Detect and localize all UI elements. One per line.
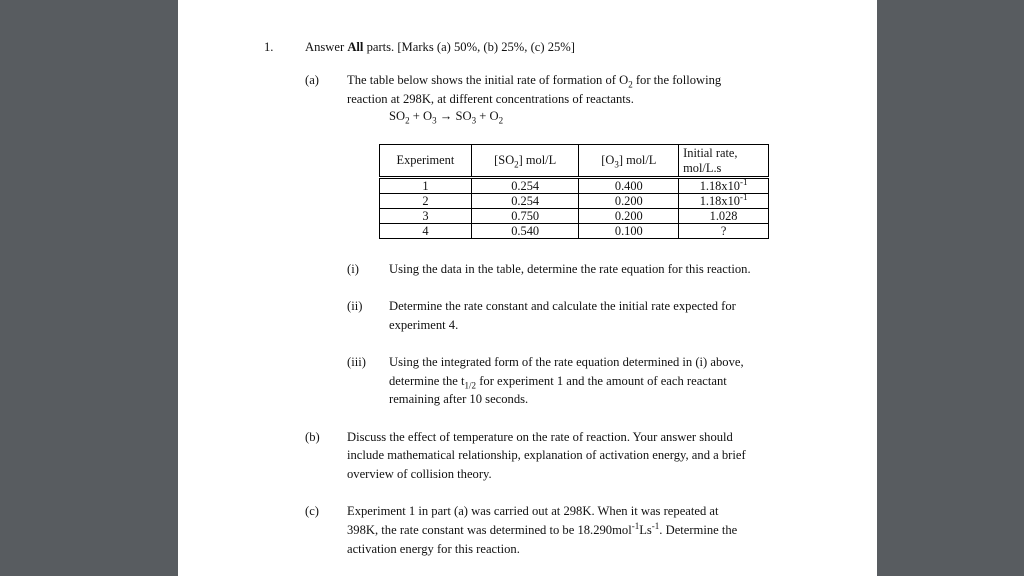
sub-iii-line1: Using the integrated form of the rate equation determined in (i) above, <box>389 355 744 369</box>
part-b-line1: Discuss the effect of temperature on the rate of reaction. Your answer should <box>347 430 733 444</box>
cell-o3: 0.100 <box>579 224 679 239</box>
sub-iii-line3: remaining after 10 seconds. <box>389 392 529 406</box>
cell-so2: 0.750 <box>471 209 579 224</box>
rate-data-table <box>379 144 769 239</box>
part-b-line2: include mathematical relationship, explanation of activation energy, and a brief <box>347 448 746 462</box>
question-number: 1. <box>264 40 274 54</box>
sub-ii-line2: experiment 4. <box>389 318 459 332</box>
document-page <box>178 0 877 576</box>
reaction-equation: $SO_2 + O_3 \to SO_3 + O_2$ <box>389 109 504 126</box>
question-intro: Answer All parts. [Marks (a) 50%, (b) 25%, (c) 25%] <box>305 40 575 54</box>
sub-i-text: Using the data in the table, determine the rate equation for this reaction. <box>389 262 751 276</box>
cell-rate: ? <box>679 224 769 239</box>
cell-so2: 0.540 <box>471 224 579 239</box>
part-a-line2: reaction at 298K, at different concentrations of reactants. <box>347 92 634 106</box>
sub-i-label: (i) <box>347 262 359 276</box>
cell-experiment: 4 <box>380 224 472 239</box>
cell-o3: 0.200 <box>579 194 679 209</box>
table-row <box>380 194 769 209</box>
part-c-line1: Experiment 1 in part (a) was carried out at 298K. When it was repeated at <box>347 504 719 518</box>
intro-bold: All <box>347 40 364 54</box>
cell-rate: 1.028 <box>679 209 769 224</box>
table-row <box>380 224 769 239</box>
cell-experiment: 2 <box>380 194 472 209</box>
sub-ii-label: (ii) <box>347 299 363 313</box>
part-a-label: (a) <box>305 73 319 87</box>
cell-rate: $1.18x10^{-1}$ <box>679 194 769 209</box>
header-initial-rate: Initial rate, mol/L.s <box>679 145 769 178</box>
table-row <box>380 178 769 194</box>
sub-ii-line1: Determine the rate constant and calculate the initial rate expected for <box>389 299 736 313</box>
cell-so2: 0.254 <box>471 194 579 209</box>
part-c-line3: activation energy for this reaction. <box>347 542 520 556</box>
part-a-line1: The table below shows the initial rate of formation of $O_2$ for the following <box>347 73 722 90</box>
header-so2: $[SO_2]$ mol/L <box>471 145 579 178</box>
table-row <box>380 209 769 224</box>
cell-experiment: 1 <box>380 178 472 194</box>
cell-o3: 0.400 <box>579 178 679 194</box>
cell-rate: $1.18x10^{-1}$ <box>679 178 769 194</box>
cell-o3: 0.200 <box>579 209 679 224</box>
header-o3: $[O_3]$ mol/L <box>579 145 679 178</box>
table-header-row <box>380 145 769 178</box>
part-b-line3: overview of collision theory. <box>347 467 492 481</box>
part-c-label: (c) <box>305 504 319 518</box>
cell-experiment: 3 <box>380 209 472 224</box>
sub-iii-label: (iii) <box>347 355 366 369</box>
header-experiment: Experiment <box>380 145 472 178</box>
part-c-line2: 398K, the rate constant was determined to be $18.290mol^{-1}Ls^{-1}$. Determine the <box>347 520 738 537</box>
cell-so2: 0.254 <box>471 178 579 194</box>
part-b-label: (b) <box>305 430 320 444</box>
sub-iii-line2: determine the $t_{1/2}$ for experiment 1 and the amount of each reactant <box>389 374 727 391</box>
